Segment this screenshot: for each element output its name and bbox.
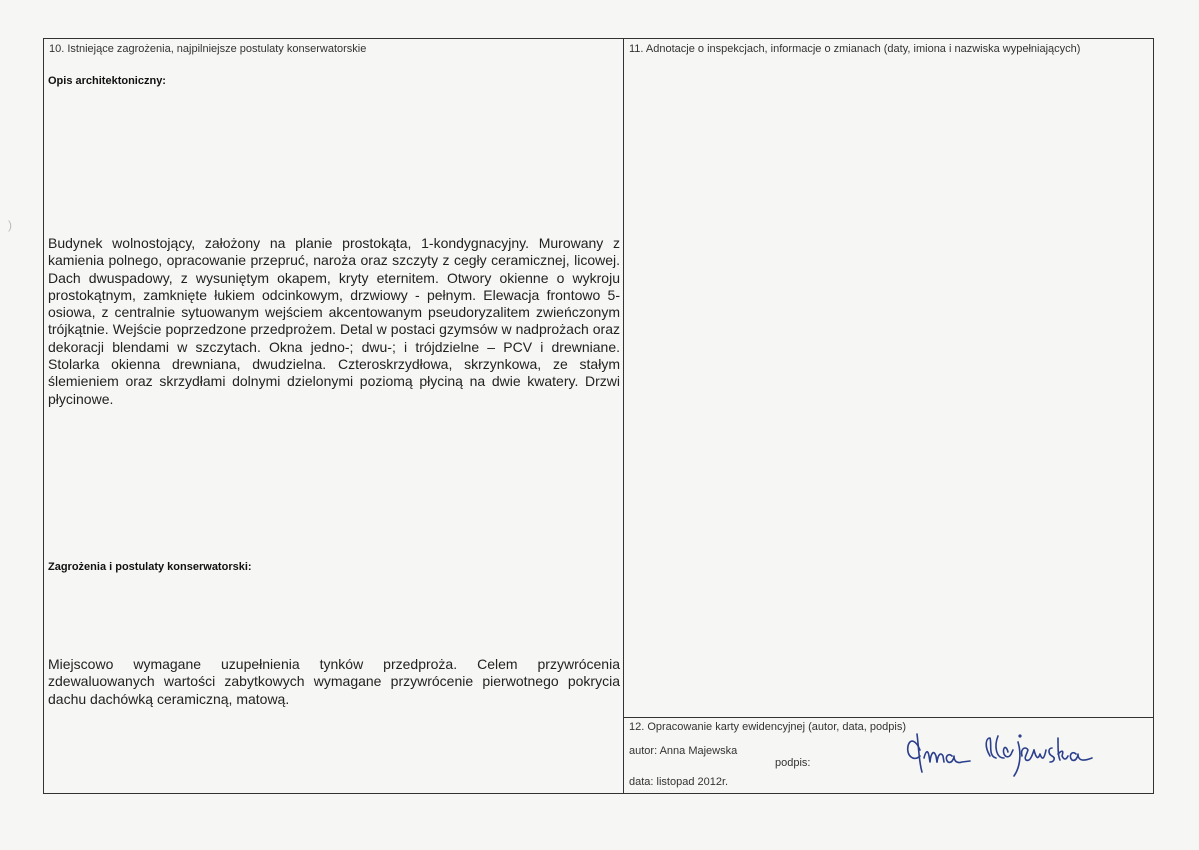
threats-description: Miejscowo wymagane uzupełnienia tynków przedproża. Celem przywrócenia zdewaluowanych wartości zabytkowych wymagane przywrócenie pierwotnego pokrycia dachu dachówką ceramiczną, matową.	[48, 656, 620, 707]
signature-label: podpis:	[775, 757, 811, 769]
record-card-sheet	[43, 38, 1154, 794]
handwritten-signature	[866, 700, 1096, 780]
architecture-label: Opis architektoniczny:	[48, 75, 166, 87]
scan-edge-mark: )	[8, 218, 12, 232]
section11-header: 11. Adnotacje o inspekcjach, informacje o zmianach (daty, imiona i nazwiska wypełniających)	[629, 43, 1081, 55]
date-field: data: listopad 2012r.	[629, 776, 729, 788]
architecture-description: Budynek wolnostojący, założony na planie prostokąta, 1-kondygnacyjny. Murowany z kamienia polnego, opracowanie przepruć, naroża oraz szczyty z cegły ceramicznej, licowej. Dach dwuspadowy, z wysuniętym okapem, kryty eternitem. Otwory okienne o wykroju prostokątnym, zamknięte łukiem odcinkowym, drzwiowy - pełnym. Elewacja frontowo 5-osiowa, z centralnie sytuowanym wejściem akcentowanym pseudoryzalitem zwieńczonym trójkątnie. Wejście poprzedzone przedprożem. Detal w postaci gzymsów w nadprożach oraz dekoracji blendami w szczytach. Okna jedno-; dwu-; i trójdzielne – PCV i drewniane. Stolarka okienna drewniana, dwudzielna. Czteroskrzydłowa, skrzynkowa, ze stałym ślemieniem oraz skrzydłami dolnymi dzielonymi poziomą płyciną na dwie kwatery. Drzwi płycinowe.	[48, 235, 620, 407]
threats-label: Zagrożenia i postulaty konserwatorski:	[48, 561, 252, 573]
author-field: autor: Anna Majewska	[629, 745, 738, 757]
section10-header: 10. Istniejące zagrożenia, najpilniejsze postulaty konserwatorskie	[49, 43, 367, 55]
column-divider	[623, 39, 624, 793]
section12-header: 12. Opracowanie karty ewidencyjnej (autor, data, podpis)	[629, 721, 906, 733]
